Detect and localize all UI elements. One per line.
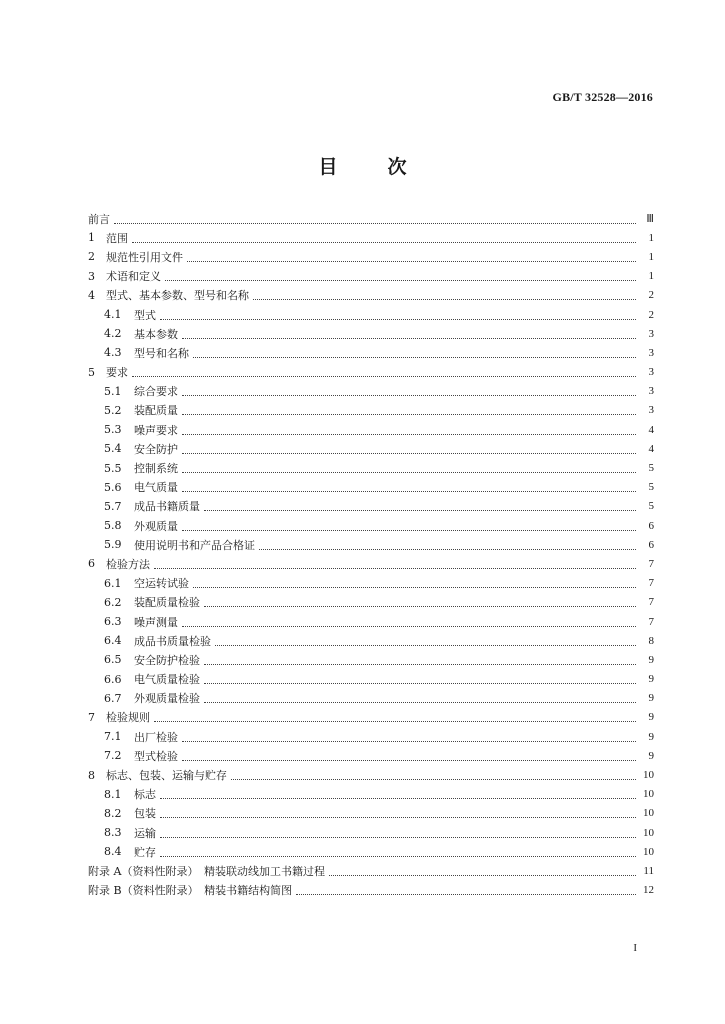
page-title <box>0 152 725 179</box>
toc-entry-number: 5.5 <box>104 461 122 475</box>
toc-entry-page: 10 <box>643 845 654 858</box>
toc-entry-number: 5.4 <box>104 442 122 456</box>
toc-entry-page: 7 <box>648 577 654 590</box>
toc-entry-label: 范围 <box>106 231 128 245</box>
toc-entry-page: 3 <box>648 366 654 379</box>
page-title-char-1: 目 <box>318 156 338 178</box>
toc-dot-leader <box>160 845 636 857</box>
toc-entry-label: 术语和定义 <box>106 270 161 284</box>
toc-entry-label: 电气质量检验 <box>134 673 200 687</box>
toc-entry[interactable] <box>88 650 654 669</box>
toc-entry-label: 噪声测量 <box>134 615 178 629</box>
toc-dot-leader <box>154 557 636 569</box>
toc-dot-leader <box>182 749 636 761</box>
toc-entry-page: 11 <box>643 864 654 877</box>
toc-dot-leader <box>193 576 636 588</box>
toc-dot-leader <box>182 519 636 531</box>
toc-entry-label: 电气质量 <box>134 481 178 495</box>
toc-entry-label: 控制系统 <box>134 462 178 476</box>
toc-entry-label: 检验方法 <box>106 557 150 571</box>
toc-entry-label: 装配质量 <box>134 404 178 418</box>
toc-dot-leader <box>182 403 636 415</box>
toc-dot-leader <box>204 653 636 665</box>
toc-entry[interactable] <box>88 689 654 708</box>
toc-entry-label: 型式、基本参数、型号和名称 <box>106 289 249 303</box>
toc-entry-number: 4.3 <box>104 346 122 360</box>
toc-entry-label: 外观质量检验 <box>134 692 200 706</box>
toc-entry-label: 成品书籍质量 <box>134 500 200 514</box>
toc-entry-page: 1 <box>648 270 654 283</box>
toc-dot-leader <box>253 288 636 300</box>
toc-entry-number: 8 <box>88 768 95 782</box>
toc-dot-leader <box>160 826 636 838</box>
toc-entry[interactable] <box>88 727 654 746</box>
toc-entry-number: 1 <box>88 231 95 245</box>
toc-entry-number: 5.2 <box>104 403 122 417</box>
toc-entry-label: 装配质量检验 <box>134 596 200 610</box>
page-number: I <box>633 942 637 954</box>
toc-entry-page: 3 <box>648 327 654 340</box>
toc-entry-label: 附录 B（资料性附录） 精装书籍结构简图 <box>88 884 293 898</box>
toc-entry-page: 8 <box>648 634 654 647</box>
toc-entry-number: 6.6 <box>104 672 122 686</box>
toc-entry-page: 7 <box>648 596 654 609</box>
toc-entry-label: 综合要求 <box>134 385 178 399</box>
toc-entry-number: 7 <box>88 710 95 724</box>
toc-entry-label: 标志、包装、运输与贮存 <box>106 769 227 783</box>
toc-dot-leader <box>132 231 636 243</box>
toc-dot-leader <box>182 480 636 492</box>
toc-entry-label: 噪声要求 <box>134 423 178 437</box>
toc-entry-page: 9 <box>648 692 654 705</box>
toc-entry[interactable] <box>88 554 654 573</box>
toc-entry-page: 10 <box>643 769 654 782</box>
toc-entry[interactable] <box>88 497 654 516</box>
toc-entry-page: 7 <box>648 615 654 628</box>
toc-entry-label: 标志 <box>134 788 156 802</box>
toc-entry-page: 5 <box>648 500 654 513</box>
toc-entry-page: 3 <box>648 385 654 398</box>
toc-entry-label: 外观质量 <box>134 519 178 533</box>
toc-entry[interactable] <box>88 842 654 861</box>
toc-entry[interactable] <box>88 574 654 593</box>
toc-entry-label: 成品书质量检验 <box>134 634 211 648</box>
toc-entry-number: 6.2 <box>104 595 122 609</box>
toc-entry[interactable] <box>88 267 654 286</box>
page-title-char-2: 次 <box>387 156 407 178</box>
toc-entry[interactable] <box>88 420 654 439</box>
toc-entry-label: 运输 <box>134 826 156 840</box>
table-of-contents <box>88 209 654 900</box>
toc-entry-label: 安全防护 <box>134 442 178 456</box>
toc-entry-label: 空运转试验 <box>134 577 189 591</box>
toc-entry-number: 6.4 <box>104 634 122 648</box>
toc-entry-page: 9 <box>648 673 654 686</box>
toc-entry-number: 5.3 <box>104 423 122 437</box>
toc-entry[interactable] <box>88 535 654 554</box>
toc-entry-number: 7.1 <box>104 730 122 744</box>
toc-dot-leader <box>204 672 636 684</box>
toc-entry[interactable] <box>88 478 654 497</box>
toc-entry-page: 4 <box>648 423 654 436</box>
toc-entry-label: 出厂检验 <box>134 730 178 744</box>
toc-entry-page: 2 <box>648 308 654 321</box>
toc-entry-page: 10 <box>643 788 654 801</box>
toc-dot-leader <box>154 710 636 722</box>
toc-dot-leader <box>193 346 636 358</box>
toc-entry[interactable] <box>88 401 654 420</box>
toc-entry-label: 型式 <box>134 308 156 322</box>
toc-entry-page: 4 <box>648 442 654 455</box>
toc-dot-leader <box>165 269 636 281</box>
toc-entry-label: 检验规则 <box>106 711 150 725</box>
toc-entry-number: 7.2 <box>104 749 122 763</box>
toc-entry-number: 6 <box>88 557 95 571</box>
toc-dot-leader <box>204 595 636 607</box>
toc-entry-number: 6.1 <box>104 576 122 590</box>
toc-entry-page: 10 <box>643 807 654 820</box>
toc-entry[interactable] <box>88 343 654 362</box>
toc-entry-number: 2 <box>88 250 95 264</box>
toc-entry-number: 4 <box>88 288 95 302</box>
toc-entry-label: 规范性引用文件 <box>106 250 183 264</box>
toc-entry[interactable] <box>88 785 654 804</box>
toc-entry[interactable] <box>88 363 654 382</box>
toc-entry[interactable] <box>88 305 654 324</box>
toc-entry-number: 8.3 <box>104 826 122 840</box>
toc-dot-leader <box>182 423 636 435</box>
toc-entry-number: 8.1 <box>104 787 122 801</box>
toc-dot-leader <box>259 538 636 550</box>
toc-entry[interactable] <box>88 631 654 650</box>
toc-entry-number: 8.2 <box>104 806 122 820</box>
toc-dot-leader <box>182 730 636 742</box>
toc-entry-label: 型号和名称 <box>134 346 189 360</box>
toc-dot-leader <box>160 806 636 818</box>
toc-dot-leader <box>182 327 636 339</box>
toc-dot-leader <box>187 250 636 262</box>
toc-entry-page: 9 <box>648 749 654 762</box>
toc-entry-number: 4.2 <box>104 327 122 341</box>
toc-entry[interactable] <box>88 228 654 247</box>
toc-dot-leader <box>182 442 636 454</box>
toc-entry-page: 5 <box>648 462 654 475</box>
toc-entry-page: 1 <box>648 250 654 263</box>
toc-entry[interactable] <box>88 746 654 765</box>
toc-entry[interactable] <box>88 439 654 458</box>
toc-entry-page: 1 <box>648 231 654 244</box>
toc-entry-number: 3 <box>88 269 95 283</box>
toc-entry[interactable] <box>88 458 654 477</box>
toc-entry-page: 3 <box>648 404 654 417</box>
toc-dot-leader <box>231 768 636 780</box>
toc-dot-leader <box>182 384 636 396</box>
toc-entry-number: 6.7 <box>104 691 122 705</box>
toc-entry-page: 10 <box>643 826 654 839</box>
toc-dot-leader <box>204 691 636 703</box>
toc-entry[interactable] <box>88 861 654 880</box>
toc-dot-leader <box>182 461 636 473</box>
toc-entry-label: 安全防护检验 <box>134 653 200 667</box>
toc-entry-page: 9 <box>648 711 654 724</box>
toc-entry-page: 9 <box>648 653 654 666</box>
toc-entry[interactable] <box>88 804 654 823</box>
toc-entry[interactable] <box>88 324 654 343</box>
toc-entry[interactable] <box>88 516 654 535</box>
toc-dot-leader <box>114 212 636 224</box>
toc-entry[interactable] <box>88 670 654 689</box>
toc-entry[interactable] <box>88 765 654 784</box>
toc-entry-page: 3 <box>648 346 654 359</box>
standard-code: GB/T 32528—2016 <box>552 90 653 104</box>
toc-entry-number: 5.8 <box>104 519 122 533</box>
toc-dot-leader <box>132 365 636 377</box>
toc-entry-number: 5.6 <box>104 480 122 494</box>
toc-entry-label: 基本参数 <box>134 327 178 341</box>
toc-entry-label: 贮存 <box>134 845 156 859</box>
toc-entry[interactable] <box>88 382 654 401</box>
toc-entry[interactable] <box>88 708 654 727</box>
toc-entry[interactable] <box>88 593 654 612</box>
toc-entry[interactable] <box>88 612 654 631</box>
toc-entry-label: 型式检验 <box>134 749 178 763</box>
toc-entry[interactable] <box>88 247 654 266</box>
toc-entry-page: 9 <box>648 730 654 743</box>
toc-entry[interactable] <box>88 881 654 900</box>
toc-entry-label: 使用说明书和产品合格证 <box>134 538 255 552</box>
toc-entry[interactable] <box>88 209 654 228</box>
toc-entry-number: 6.3 <box>104 615 122 629</box>
toc-entry[interactable] <box>88 286 654 305</box>
toc-entry-page: Ⅲ <box>646 213 654 226</box>
toc-entry-number: 5 <box>88 365 95 379</box>
toc-entry-label: 附录 A（资料性附录） 精装联动线加工书籍过程 <box>88 864 325 878</box>
toc-dot-leader <box>329 864 636 876</box>
toc-entry-page: 12 <box>643 884 654 897</box>
toc-entry-number: 5.1 <box>104 384 122 398</box>
toc-entry-page: 6 <box>648 519 654 532</box>
toc-dot-leader <box>182 615 636 627</box>
toc-entry-number: 5.7 <box>104 499 122 513</box>
toc-entry-label: 包装 <box>134 807 156 821</box>
toc-entry-label: 前言 <box>88 212 110 226</box>
toc-entry-label: 要求 <box>106 366 128 380</box>
toc-entry-number: 6.5 <box>104 653 122 667</box>
toc-entry-page: 5 <box>648 481 654 494</box>
toc-entry-page: 2 <box>648 289 654 302</box>
toc-entry[interactable] <box>88 823 654 842</box>
toc-dot-leader <box>160 308 636 320</box>
toc-entry-number: 5.9 <box>104 538 122 552</box>
toc-entry-page: 6 <box>648 538 654 551</box>
toc-dot-leader <box>215 634 636 646</box>
toc-dot-leader <box>160 787 636 799</box>
toc-dot-leader <box>204 499 636 511</box>
toc-entry-number: 4.1 <box>104 308 122 322</box>
toc-entry-page: 7 <box>648 557 654 570</box>
toc-entry-number: 8.4 <box>104 845 122 859</box>
toc-dot-leader <box>296 883 636 895</box>
